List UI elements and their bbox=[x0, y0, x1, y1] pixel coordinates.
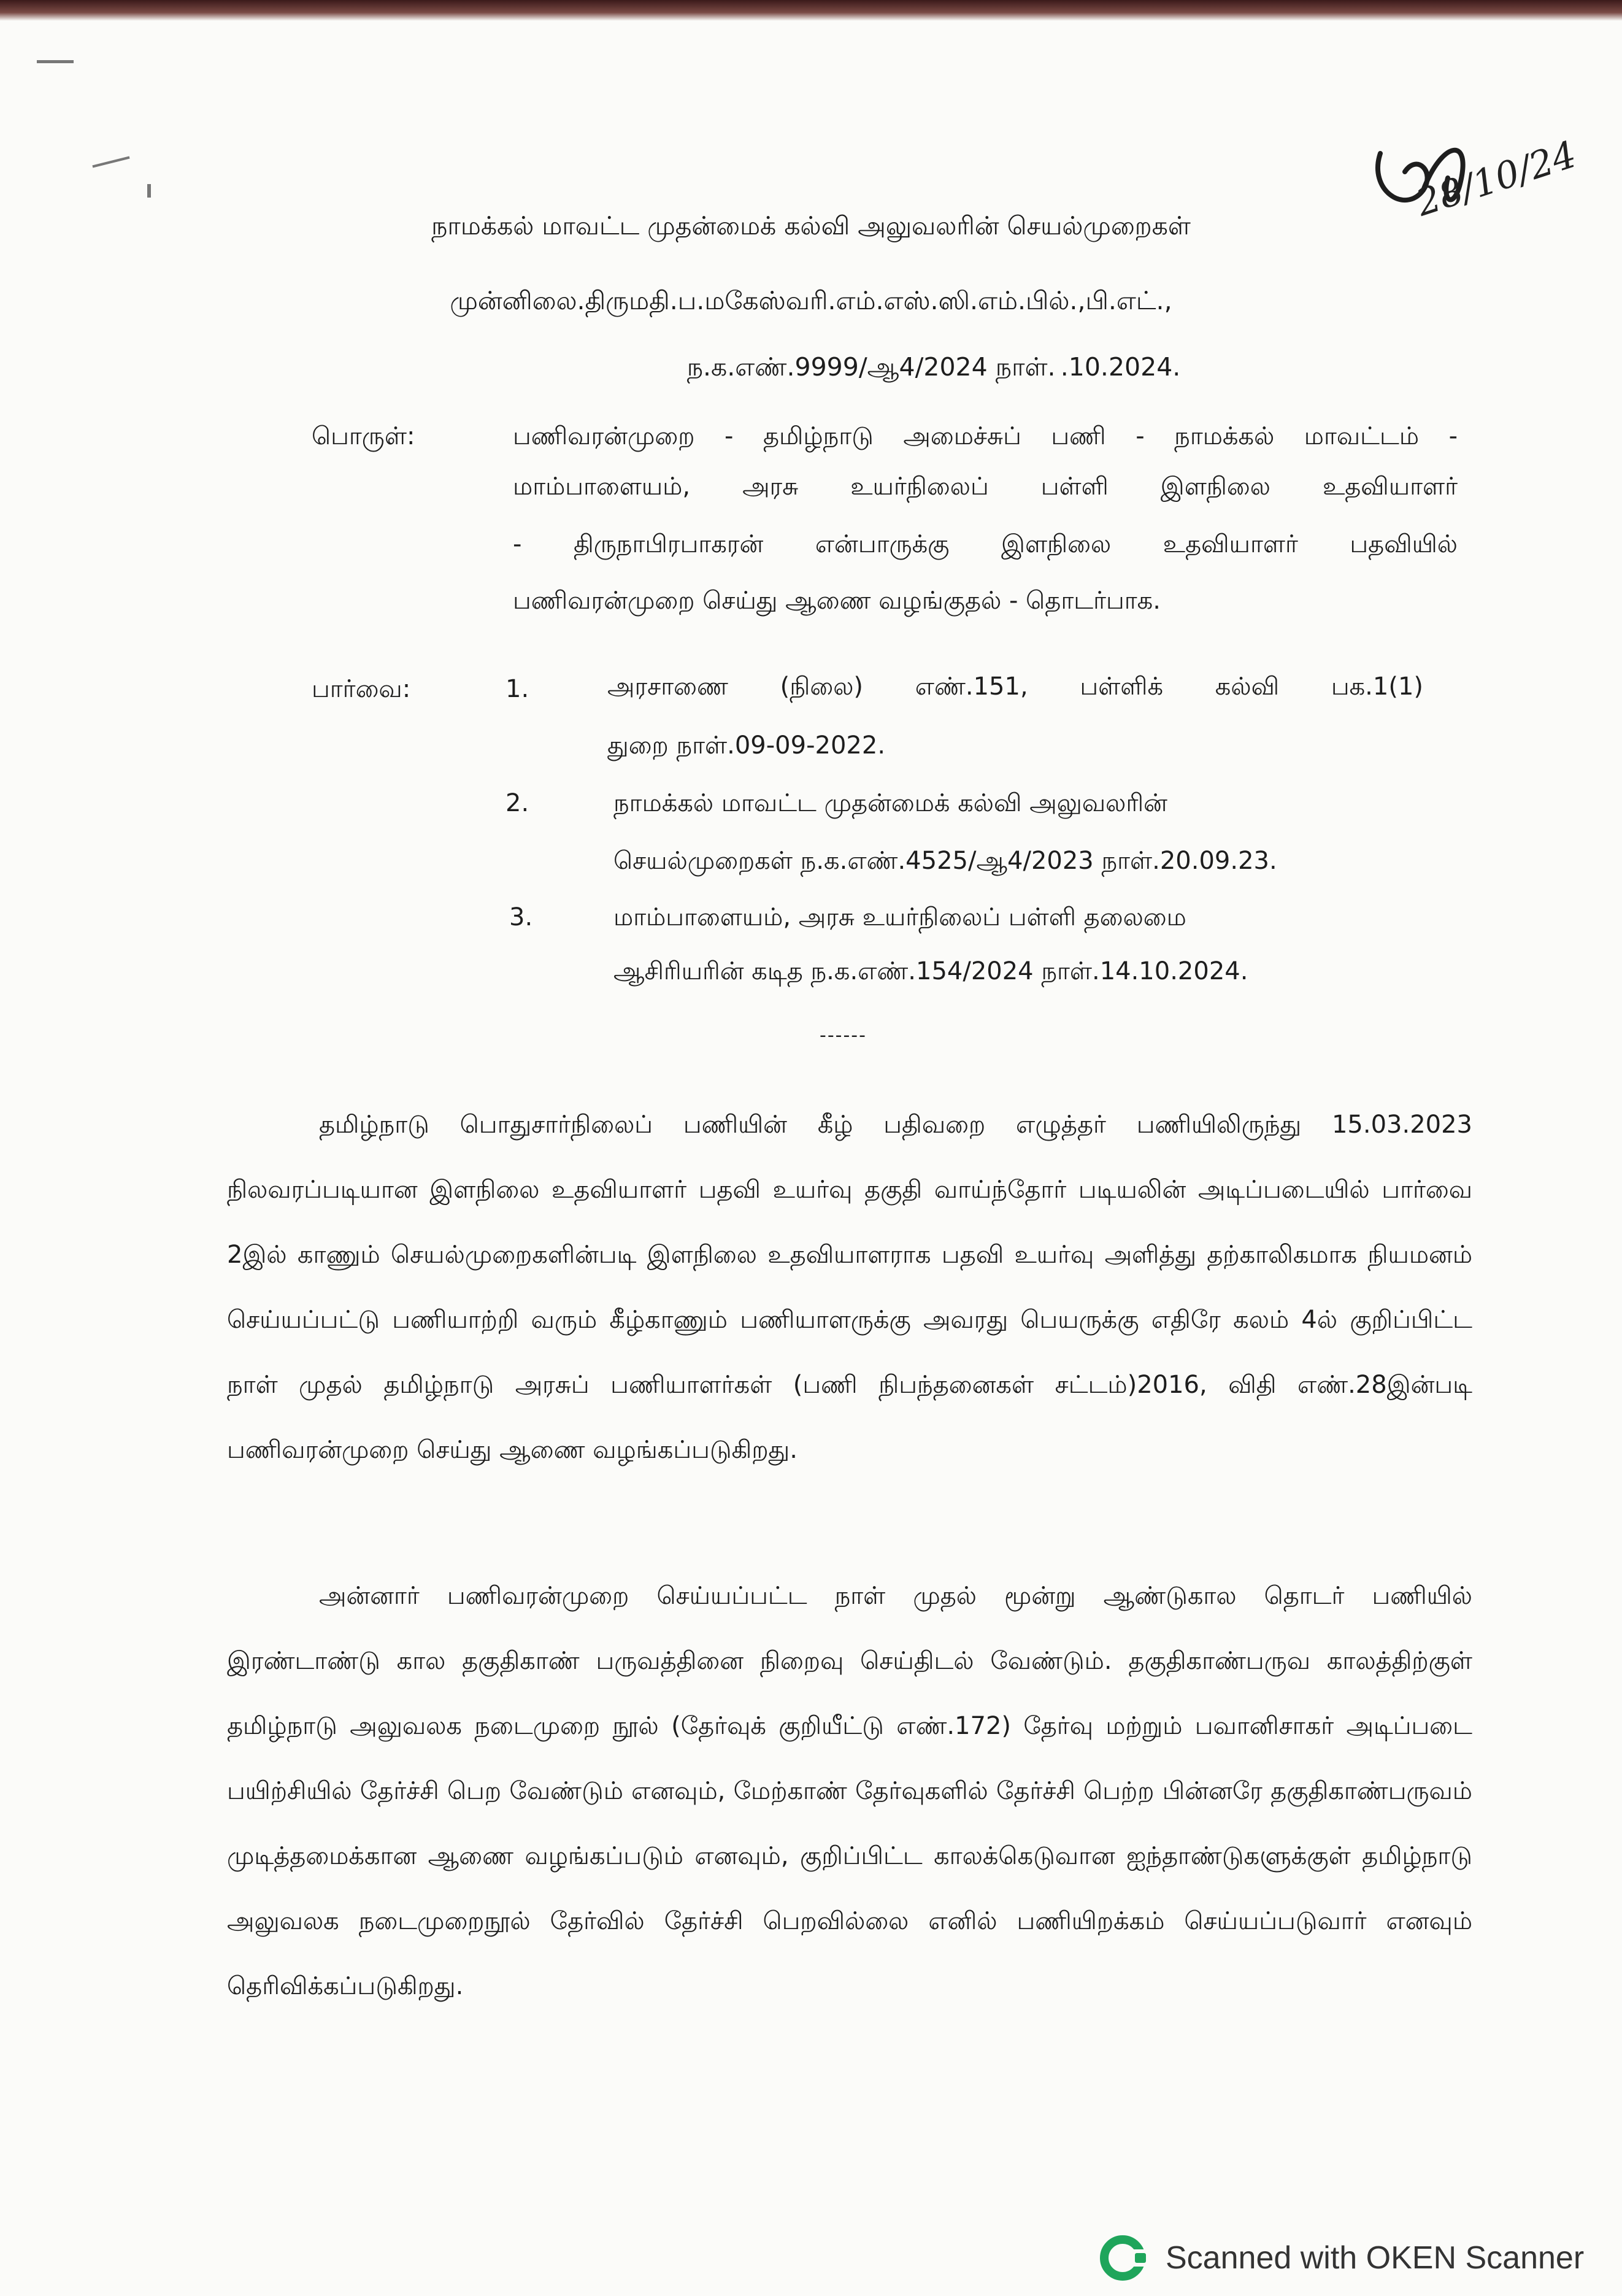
subject-line: பணிவரன்முறை - தமிழ்நாடு அமைச்சுப் பணி - நாமக்கல் மாவட்டம் - bbox=[513, 422, 1458, 450]
handwritten-date: 28/10/24 bbox=[1411, 133, 1582, 225]
body-paragraph-2: அன்னார் பணிவரன்முறை செய்யப்பட்ட நாள் முதல் மூன்று ஆண்டுகால தொடர் பணியில் இரண்டாண்டு கால தகுதிகாண் பருவத்தினை நிறைவு செய்திடல் வேண்டும். தகுதிகாண்பருவ காலத்திற்குள் தமிழ்நாடு அலுவலக நடைமுறை நூல் (தேர்வுக் குறியீட்டு எண்.172) தேர்வு மற்றும் பவானிசாகர் அடிப்படை பயிற்சியில் தேர்ச்சி பெற வேண்டும் எனவும், மேற்காண் தேர்வுகளில் தேர்ச்சி பெற்ற பின்னரே தகுதிகாண்பருவம் முடித்தமைக்கான ஆணை வழங்கப்படும் எனவும், குறிப்பிட்ட காலக்கெடுவான ஐந்தாண்டுகளுக்குள் தமிழ்நாடு அலுவலக நடைமுறைநூல் தேர்வில் தேர்ச்சி பெறவில்லை எனில் பணியிறக்கம் செய்யப்படுவார் எனவும் தெரிவிக்கப்படுகிறது. bbox=[227, 1582, 1472, 2000]
reference-line: மாம்பாளையம், அரசு உயர்நிலைப் பள்ளி தலைமை bbox=[613, 903, 1186, 931]
scan-speck bbox=[147, 184, 151, 198]
reference-line: நாமக்கல் மாவட்ட முதன்மைக் கல்வி அலுவலரின் bbox=[613, 789, 1167, 817]
subject-line: - திருநாபிரபாகரன் என்பாருக்கு இளநிலை உதவியாளர் பதவியில் bbox=[513, 530, 1458, 558]
subject-line: பணிவரன்முறை செய்து ஆணை வழங்குதல் - தொடர்பாக. bbox=[513, 587, 1161, 615]
body-paragraph-1: தமிழ்நாடு பொதுசார்நிலைப் பணியின் கீழ் பதிவறை எழுத்தர் பணியிலிருந்து 15.03.2023 நிலவரப்படியான இளநிலை உதவியாளர் பதவி உயர்வு தகுதி வாய்ந்தோர் படியலின் அடிப்படையில் பார்வை 2இல் காணும் செயல்முறைகளின்படி இளநிலை உதவியாளராக பதவி உயர்வு அளித்து தற்காலிகமாக நியமனம் செய்யப்பட்டு பணியாற்றி வரும் கீழ்காணும் பணியாளருக்கு அவரது பெயருக்கு எதிரே கலம் 4ல் குறிப்பிட்ட நாள் முதல் தமிழ்நாடு அரசுப் பணியாளர்கள் (பணி நிபந்தனைகள் சட்டம்)2016, விதி எண்.28இன்படி பணிவரன்முறை செய்து ஆணை வழங்கப்படுகிறது. bbox=[227, 1111, 1473, 1464]
header-presence: முன்னிலை.திருமதி.ப.மகேஸ்வரி.எம்.எஸ்.ஸி.எம்.பில்.,பி.எட்., bbox=[450, 286, 1172, 315]
reference-number: ந.க.எண்.9999/ஆ4/2024 நாள். .10.2024. bbox=[686, 352, 1181, 382]
scan-speck bbox=[37, 60, 74, 63]
scan-top-edge bbox=[0, 0, 1622, 21]
references-label: பார்வை: bbox=[312, 675, 411, 703]
scan-speck bbox=[92, 156, 129, 168]
reference-line: செயல்முறைகள் ந.க.எண்.4525/ஆ4/2023 நாள்.20.09.23. bbox=[613, 847, 1277, 875]
reference-number-1: 1. bbox=[505, 675, 529, 703]
subject-label: பொருள்: bbox=[312, 422, 415, 450]
oken-logo-icon bbox=[1098, 2232, 1150, 2284]
reference-number-2: 2. bbox=[505, 789, 529, 817]
reference-line: அரசாணை (நிலை) எண்.151, பள்ளிக் கல்வி பக.1(1) bbox=[607, 672, 1423, 701]
header-title: நாமக்கல் மாவட்ட முதன்மைக் கல்வி அலுவலரின் செயல்முறைகள் bbox=[431, 211, 1191, 241]
scanner-watermark bbox=[1098, 2233, 1584, 2283]
reference-number-3: 3. bbox=[509, 903, 533, 931]
reference-line: ஆசிரியரின் கடித ந.க.எண்.154/2024 நாள்.14.10.2024. bbox=[613, 957, 1248, 985]
section-separator: ------ bbox=[820, 1025, 867, 1046]
reference-line: துறை நாள்.09-09-2022. bbox=[607, 731, 886, 760]
scanner-text: Scanned with OKEN Scanner bbox=[1166, 2240, 1585, 2276]
subject-line: மாம்பாளையம், அரசு உயர்நிலைப் பள்ளி இளநிலை உதவியாளர் bbox=[513, 472, 1458, 501]
